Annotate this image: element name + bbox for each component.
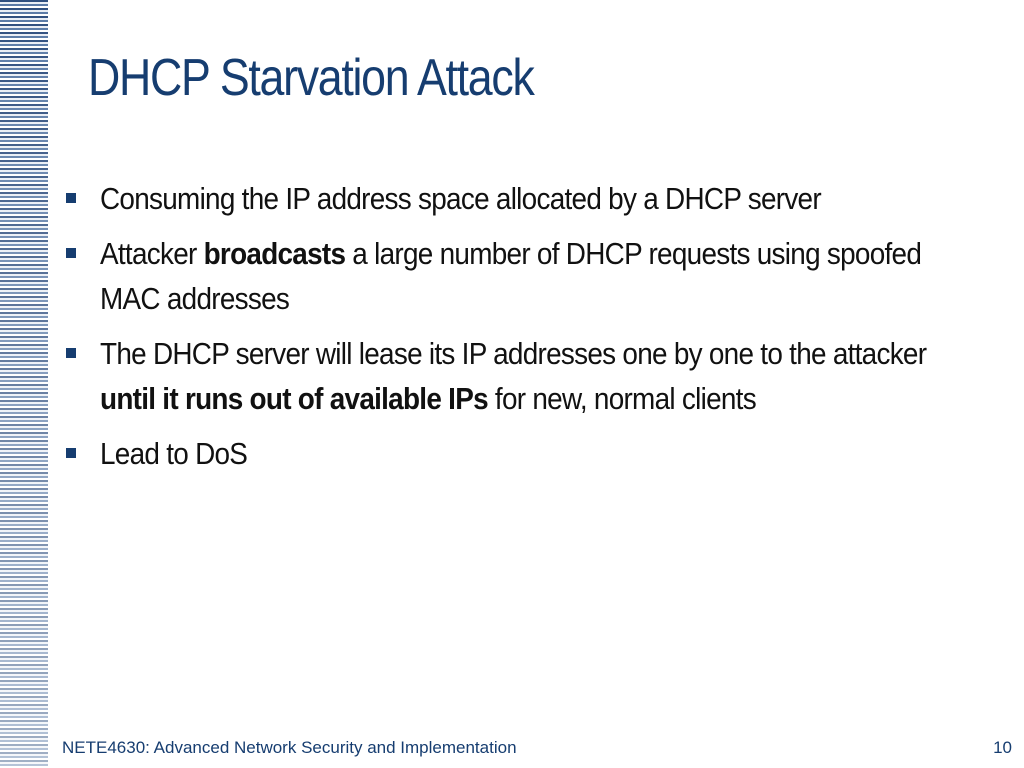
bullet-text-part: The DHCP server will lease its IP addresses one by one to the attacker	[100, 336, 927, 371]
bullet-item	[62, 331, 962, 421]
bullet-item	[62, 176, 962, 221]
bullet-text	[100, 231, 946, 321]
square-bullet-icon	[66, 348, 76, 358]
slide-title: DHCP Starvation Attack	[88, 49, 534, 107]
square-bullet-icon	[66, 248, 76, 258]
slide-number: 10	[993, 738, 1012, 757]
square-bullet-icon	[66, 193, 76, 203]
bullet-text-part: Lead to DoS	[100, 436, 248, 471]
bullet-list	[62, 176, 962, 486]
bullet-text-part: a large number of DHCP requests using spoofed MAC addresses	[100, 236, 922, 316]
bullet-text	[100, 431, 946, 476]
bullet-bold-text: broadcasts	[203, 236, 346, 271]
bullet-item	[62, 231, 962, 321]
bullet-text-part: for new, normal clients	[487, 381, 756, 416]
bullet-text	[100, 331, 946, 421]
bullet-bold-text: until it runs out of available IPs	[100, 381, 488, 416]
slide-footer: NETE4630: Advanced Network Security and Implementation	[62, 738, 517, 757]
bullet-item	[62, 431, 962, 476]
bullet-text-part: Attacker	[100, 236, 204, 271]
square-bullet-icon	[66, 448, 76, 458]
bullet-text-part: Consuming the IP address space allocated by a DHCP server	[100, 181, 821, 216]
decorative-side-stripe	[0, 0, 48, 768]
bullet-text	[100, 176, 946, 221]
